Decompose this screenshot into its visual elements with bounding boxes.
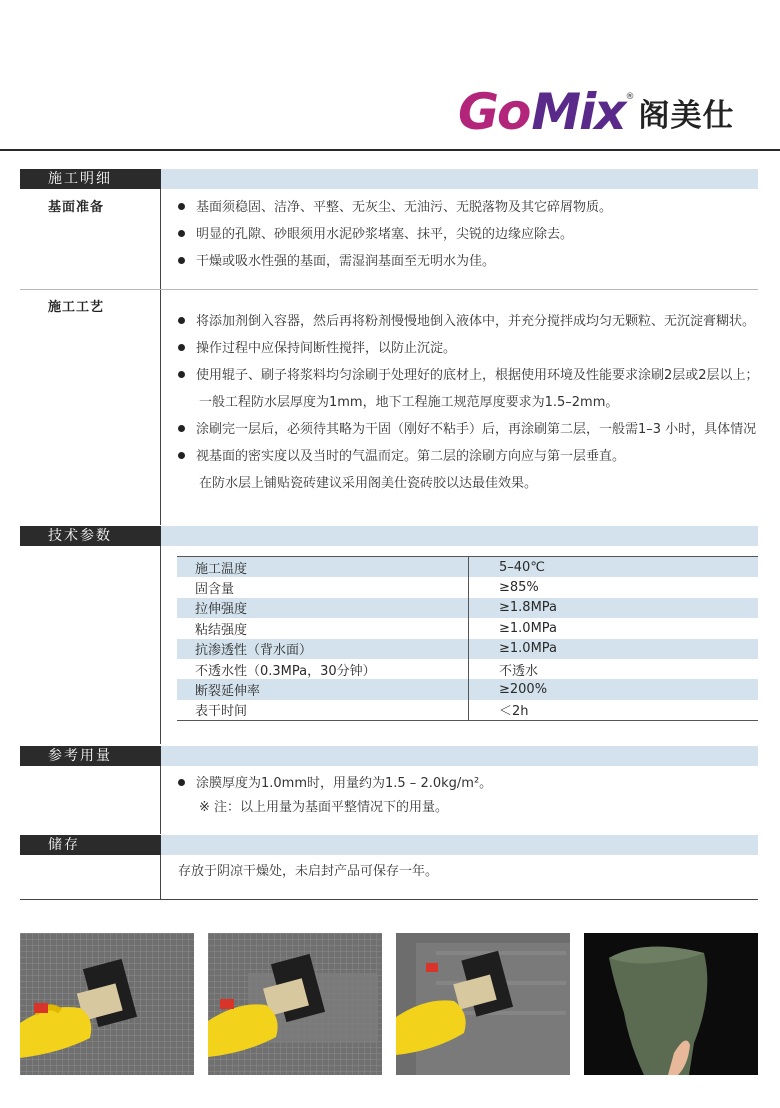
column-divider — [160, 855, 161, 899]
section-tab-storage: 储存 — [20, 835, 161, 855]
param-value: ＜2h — [499, 704, 529, 720]
usage-item: 涂膜厚度为1.0mm时，用量约为1.5 – 2.0kg/m²。 — [178, 772, 492, 791]
param-value: 5–40℃ — [499, 559, 545, 575]
section-tab-usage: 参考用量 — [20, 746, 161, 766]
param-name: 施工温度 — [177, 557, 469, 577]
prep-item: 干燥或吸水性强的基面，需湿润基面至无明水为佳。 — [178, 250, 495, 269]
table-row — [177, 598, 758, 618]
parameter-table — [177, 556, 758, 721]
bullet-icon — [178, 317, 185, 324]
photo-brush-mesh-2 — [208, 933, 382, 1075]
param-value: ≥1.0MPa — [499, 641, 558, 657]
section-tab-construction: 施工明细 — [20, 169, 161, 189]
brand-logo — [458, 83, 768, 141]
section-bar-usage — [161, 746, 758, 766]
param-name: 断裂延伸率 — [177, 679, 469, 699]
storage-text: 存放于阴凉干燥处，未启封产品可保存一年。 — [178, 864, 439, 879]
param-name: 抗渗透性（背水面） — [177, 639, 469, 659]
bullet-icon — [178, 779, 185, 786]
bullet-icon — [178, 257, 185, 264]
usage-note: ※ 注：以上用量为基面平整情况下的用量。 — [199, 800, 449, 815]
param-value: ≥1.0MPa — [499, 620, 558, 636]
logo-chinese-name: 阁美仕 — [638, 97, 735, 134]
prep-item: 基面须稳固、洁净、平整、无灰尘、无油污、无脱落物及其它碎屑物质。 — [178, 196, 612, 215]
section-tab-tech: 技术参数 — [20, 526, 161, 546]
photo-membrane-sheet — [584, 933, 758, 1075]
param-name: 表干时间 — [177, 700, 469, 720]
photo-brush-mesh-1 — [20, 933, 194, 1075]
logo-registered: ® — [625, 92, 635, 102]
bullet-icon — [178, 425, 185, 432]
param-name: 固含量 — [177, 577, 469, 597]
prep-item: 明显的孔隙、砂眼须用水泥砂浆堵塞、抹平，尖锐的边缘应除去。 — [178, 223, 573, 242]
table-row — [177, 639, 758, 659]
process-item: 将添加剂倒入容器，然后再将粉剂慢慢地倒入液体中，并充分搅拌成均匀无颗粒、无沉淀膏糊状。 — [178, 310, 755, 329]
column-divider — [160, 546, 161, 744]
bullet-icon — [178, 371, 185, 378]
section-bar-construction — [161, 169, 758, 189]
param-value: ≥200% — [499, 682, 548, 698]
param-value: 不透水 — [499, 663, 539, 679]
bullet-icon — [178, 203, 185, 210]
param-name: 拉伸强度 — [177, 598, 469, 618]
param-name: 不透水性（0.3MPa，30分钟） — [177, 659, 469, 679]
process-item: 操作过程中应保持间断性搅拌，以防止沉淀。 — [178, 337, 456, 356]
section-bar-tech — [161, 526, 758, 546]
param-name: 粘结强度 — [177, 618, 469, 638]
prep-label: 基面准备 — [48, 200, 105, 215]
process-label: 施工工艺 — [48, 300, 105, 315]
column-divider — [160, 189, 161, 525]
logo-go: Go — [458, 83, 530, 141]
table-row — [177, 659, 758, 679]
process-item: 使用辊子、刷子将浆料均匀涂刷于处理好的底材上，根据使用环境及性能要求涂刷2层或2层以上； — [178, 364, 759, 383]
param-value: ≥85% — [499, 580, 539, 596]
table-row — [177, 679, 758, 699]
process-item-continued: 在防水层上铺贴瓷砖建议采用阁美仕瓷砖胶以达最佳效果。 — [199, 476, 538, 491]
header-divider — [0, 149, 780, 151]
table-row — [177, 618, 758, 638]
bullet-icon — [178, 452, 185, 459]
section-bar-storage — [161, 835, 758, 855]
logo-mix: Mix — [531, 83, 625, 141]
photo-brush-coated-wall — [396, 933, 570, 1075]
column-divider — [160, 766, 161, 834]
row-divider — [20, 289, 758, 290]
bottom-divider — [20, 899, 758, 900]
bullet-icon — [178, 344, 185, 351]
process-item: 视基面的密实度以及当时的气温而定。第二层的涂刷方向应与第一层垂直。 — [178, 445, 625, 464]
process-item: 涂刷完一层后，必须待其略为干固（刚好不粘手）后，再涂刷第二层，一般需1–3 小时，具体情况 — [178, 418, 756, 437]
table-row — [177, 700, 758, 720]
table-row — [177, 557, 758, 577]
param-value: ≥1.8MPa — [499, 600, 558, 616]
process-item-continued: 一般工程防水层厚度为1mm，地下工程施工规范厚度要求为1.5–2mm。 — [199, 395, 619, 410]
bullet-icon — [178, 230, 185, 237]
table-row — [177, 577, 758, 597]
